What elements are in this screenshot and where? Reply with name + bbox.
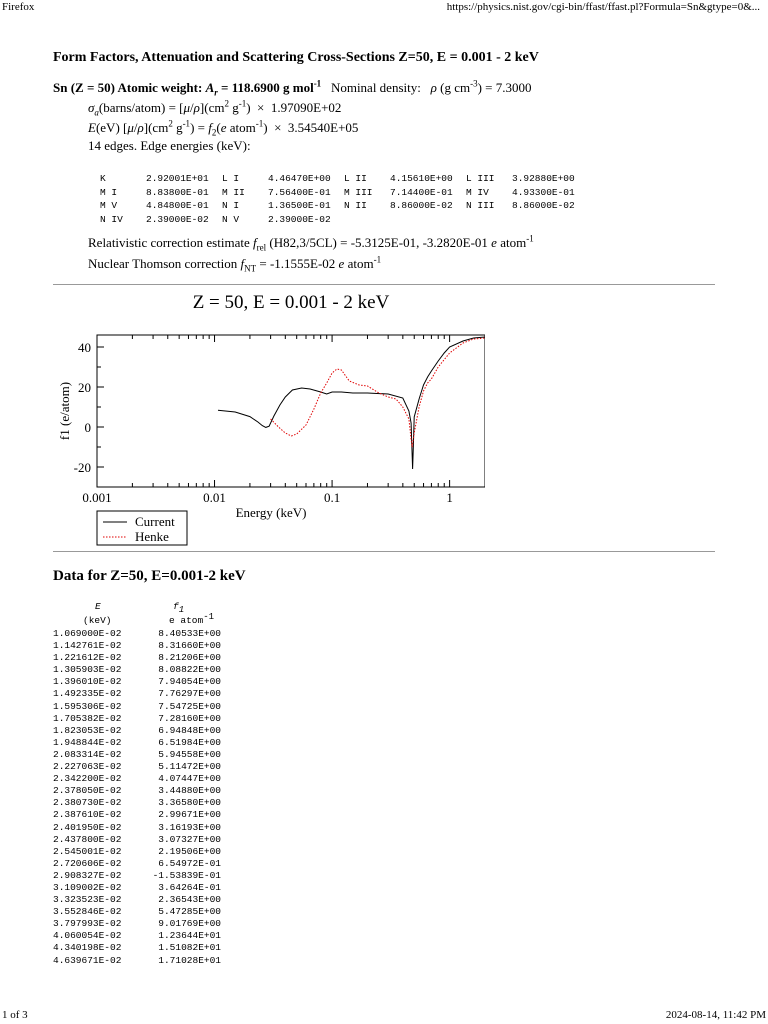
- element-label: Sn (Z = 50) Atomic weight:: [53, 80, 203, 95]
- table-row: [53, 955, 221, 967]
- x-tick-label: 1: [446, 490, 453, 505]
- f1-cell: 1.51082E+01: [158, 942, 221, 954]
- x-tick-label: 0.01: [203, 490, 226, 505]
- y-tick-label: 0: [84, 420, 91, 435]
- data-section-title: Data for Z=50, E=0.001-2 keV: [53, 568, 246, 584]
- edge-energy: 2.39000E-02: [268, 213, 331, 225]
- f1-cell: 2.36543E+00: [158, 894, 221, 906]
- table-row: [53, 676, 221, 688]
- table-row: [53, 785, 221, 797]
- edge-energy: 7.56400E-01: [268, 186, 331, 198]
- chart-legend: [97, 511, 187, 545]
- edge-label: L II: [344, 173, 367, 184]
- edge-label: M I: [100, 186, 118, 198]
- energy-cell: 4.060054E-02: [53, 930, 122, 942]
- edge-energy: 7.14400E-01: [390, 186, 453, 198]
- f1-cell: 3.64264E-01: [158, 881, 221, 893]
- energy-conversion: E(eV) $[\mu/\rho](cm^2$ $g^{-1}) = f_2(e$ atom$^{-1}$) × 3.54540E+05: [88, 118, 359, 138]
- table-row: [53, 628, 221, 640]
- edge-row: [100, 186, 588, 200]
- atomic-weight-value: 118.6900: [231, 80, 280, 95]
- f1-cell: 3.36580E+00: [158, 797, 221, 809]
- f1-cell: 1.23644E+01: [158, 930, 221, 942]
- thomson-correction: Nuclear Thomson correction $f_{NT} = -1.1555E-02$ e atom$^{-1}$: [88, 254, 382, 274]
- table-row: [53, 713, 221, 725]
- relativistic-correction: Relativistic correction estimate $f_{rel}$ (H82,3/5CL) = -5.3125E-01, -3.2820E-01 e atom$^{-1}$: [88, 233, 534, 253]
- legend-label: Current: [135, 514, 175, 529]
- edge-energy: 4.93300E-01: [512, 186, 575, 198]
- edge-energy: 2.39000E-02: [146, 213, 209, 225]
- density-value: 7.3000: [495, 80, 532, 95]
- table-row: [53, 664, 221, 676]
- energy-cell: 2.437800E-02: [53, 833, 122, 845]
- table-row: [53, 906, 221, 918]
- edge-energy: 8.83800E-01: [146, 186, 209, 198]
- f1-cell: 5.47285E+00: [158, 906, 221, 918]
- edge-label: M II: [222, 186, 245, 198]
- edge-label: N IV: [100, 213, 123, 225]
- plot-frame: [97, 335, 485, 487]
- table-row: [53, 882, 221, 894]
- table-row: [53, 640, 221, 652]
- element-summary: Sn (Z = 50) Atomic weight: $A_r = 118.6900$ g mol$^{-1}$ Nominal density: ρ (g $cm^{-3}) = 7.3000$: [53, 78, 532, 98]
- x-tick-label: 0.1: [323, 490, 341, 505]
- y-tick-label: 20: [78, 380, 91, 395]
- table-row: [53, 761, 221, 773]
- f1-cell: 3.16193E+00: [158, 821, 221, 833]
- energy-cell: 1.948844E-02: [53, 736, 122, 748]
- table-row: [53, 725, 221, 737]
- table-row: [53, 930, 221, 942]
- energy-cell: 1.142761E-02: [53, 640, 122, 652]
- f1-cell: 6.54972E-01: [158, 857, 221, 869]
- table-row: [53, 870, 221, 882]
- edge-label: N V: [222, 213, 240, 225]
- table-row: [53, 701, 221, 713]
- data-table: [53, 628, 221, 967]
- f1-cell: 7.94054E+00: [158, 676, 221, 688]
- divider-top: [53, 284, 715, 285]
- energy-cell: 2.083314E-02: [53, 748, 122, 760]
- table-row: [53, 834, 221, 846]
- table-row: [53, 809, 221, 821]
- energy-cell: 2.342200E-02: [53, 773, 122, 785]
- f1-chart: [53, 287, 485, 547]
- edge-energy: 2.92001E+01: [146, 173, 209, 184]
- x-axis-label: Energy (keV): [235, 505, 307, 520]
- energy-cell: 2.720606E-02: [53, 857, 122, 869]
- sigma-conversion: $\sigma_a(barns/atom) = [\mu/\rho](cm^2$ $g^{-1}) \times 1.97090E+02$: [88, 98, 342, 118]
- edge-energy: 3.92880E+00: [512, 173, 575, 184]
- f1-cell: 7.76297E+00: [158, 688, 221, 700]
- edge-label: N III: [466, 200, 495, 211]
- f1-cell: 7.54725E+00: [158, 700, 221, 712]
- f1-cell: 2.19506E+00: [158, 845, 221, 857]
- energy-cell: 3.797993E-02: [53, 918, 122, 930]
- table-row: [53, 918, 221, 930]
- edge-energy: 8.86000E-02: [390, 200, 453, 211]
- series-line-henke: [271, 338, 485, 447]
- x-tick-label: 0.001: [82, 490, 112, 505]
- thomson-value: -1.1555E-02: [269, 256, 336, 271]
- edges-table: [100, 172, 588, 226]
- y-tick-label: -20: [73, 460, 91, 475]
- divider-bottom: [53, 551, 715, 552]
- f1-cell: 1.71028E+01: [158, 954, 221, 966]
- page-indicator: 1 of 3: [2, 1009, 28, 1021]
- table-row: [53, 652, 221, 664]
- f1-cell: 7.28160E+00: [158, 712, 221, 724]
- energy-cell: 2.380730E-02: [53, 797, 122, 809]
- energy-cell: 2.545001E-02: [53, 845, 122, 857]
- edge-row: [100, 172, 588, 186]
- relativistic-label: (H82,3/5CL) =: [269, 235, 348, 250]
- f1-cell: 6.51984E+00: [158, 736, 221, 748]
- relativistic-values: -5.3125E-01, -3.2820E-01: [350, 235, 488, 250]
- energy-cell: 2.378050E-02: [53, 785, 122, 797]
- table-row: [53, 737, 221, 749]
- energy-cell: 1.595306E-02: [53, 700, 122, 712]
- energy-cell: 1.069000E-02: [53, 628, 122, 639]
- browser-url[interactable]: https://physics.nist.gov/cgi-bin/ffast/ffast.pl?Formula=Sn&gtype=0&...: [446, 1, 760, 13]
- energy-cell: 4.639671E-02: [53, 954, 122, 966]
- edge-label: N II: [344, 200, 367, 211]
- f1-cell: 5.94558E+00: [158, 748, 221, 760]
- legend-label: Henke: [135, 529, 169, 544]
- col-f1-unit: e atom$^{-1}$: [169, 611, 215, 626]
- f1-cell: 4.07447E+00: [158, 773, 221, 785]
- energy-cell: 1.492335E-02: [53, 688, 122, 700]
- f1-cell: 8.08822E+00: [158, 664, 221, 676]
- edge-energy: 4.84800E-01: [146, 200, 209, 211]
- f1-cell: 2.99671E+00: [158, 809, 221, 821]
- series-line-current: [218, 337, 485, 469]
- energy-cell: 3.109002E-02: [53, 881, 122, 893]
- table-row: [53, 894, 221, 906]
- energy-cell: 1.396010E-02: [53, 676, 122, 688]
- edge-label: L I: [222, 173, 240, 184]
- f1-cell: 6.94848E+00: [158, 724, 221, 736]
- edge-label: M IV: [466, 186, 489, 198]
- edge-label: K: [100, 173, 106, 184]
- edge-label: N I: [222, 200, 240, 211]
- energy-cell: 4.340198E-02: [53, 942, 122, 954]
- edge-energy: 4.46470E+00: [268, 173, 331, 184]
- f1-cell: 8.21206E+00: [158, 652, 221, 664]
- energy-cell: 1.221612E-02: [53, 652, 122, 664]
- energy-cell: 2.401950E-02: [53, 821, 122, 833]
- col-f1-symbol: $f_1$: [173, 601, 185, 615]
- col-energy-unit: (keV): [83, 615, 112, 626]
- sigma-factor: 1.97090E+02: [270, 100, 342, 115]
- edges-title: 14 edges. Edge energies (keV):: [88, 138, 251, 153]
- edge-label: M III: [344, 186, 373, 198]
- edge-energy: 4.15610E+00: [390, 173, 453, 184]
- energy-cell: 1.305903E-02: [53, 664, 122, 676]
- y-axis-label: f1 (e/atom): [57, 381, 72, 441]
- f1-cell: 8.40533E+00: [158, 628, 221, 639]
- y-tick-label: 40: [78, 340, 91, 355]
- col-energy-symbol: E: [95, 601, 101, 612]
- energy-cell: 2.908327E-02: [53, 869, 122, 881]
- energy-cell: 1.705382E-02: [53, 712, 122, 724]
- f1-cell: 9.01769E+00: [158, 918, 221, 930]
- table-row: [53, 749, 221, 761]
- chart-title: Z = 50, E = 0.001 - 2 keV: [192, 292, 390, 313]
- edge-energy: 1.36500E-01: [268, 200, 331, 211]
- density-label: Nominal density:: [330, 80, 421, 95]
- table-row: [53, 773, 221, 785]
- table-row: [53, 942, 221, 954]
- energy-cell: 3.323523E-02: [53, 894, 122, 906]
- browser-app-name: Firefox: [2, 1, 35, 13]
- table-row: [53, 797, 221, 809]
- f1-cell: -1.53839E-01: [152, 869, 221, 881]
- print-datetime: 2024-08-14, 11:42 PM: [665, 1009, 766, 1021]
- table-row: [53, 858, 221, 870]
- atomic-weight-unit: g mol: [282, 80, 314, 95]
- energy-factor: 3.54540E+05: [287, 120, 359, 135]
- table-row: [53, 822, 221, 834]
- edge-energy: 8.86000E-02: [512, 200, 575, 211]
- table-row: [53, 846, 221, 858]
- f1-cell: 3.44880E+00: [158, 785, 221, 797]
- energy-cell: 2.387610E-02: [53, 809, 122, 821]
- f1-cell: 5.11472E+00: [158, 761, 221, 773]
- energy-cell: 3.552846E-02: [53, 906, 122, 918]
- edge-row: [100, 199, 588, 213]
- edge-label: M V: [100, 200, 118, 211]
- energy-cell: 1.823053E-02: [53, 724, 122, 736]
- energy-cell: 2.227063E-02: [53, 761, 122, 773]
- f1-cell: 3.07327E+00: [158, 833, 221, 845]
- table-row: [53, 688, 221, 700]
- page-title: Form Factors, Attenuation and Scattering Cross-Sections Z=50, E = 0.001 - 2 keV: [53, 50, 539, 65]
- f1-cell: 8.31660E+00: [158, 640, 221, 652]
- edge-label: L III: [466, 173, 495, 184]
- edge-row: [100, 213, 588, 227]
